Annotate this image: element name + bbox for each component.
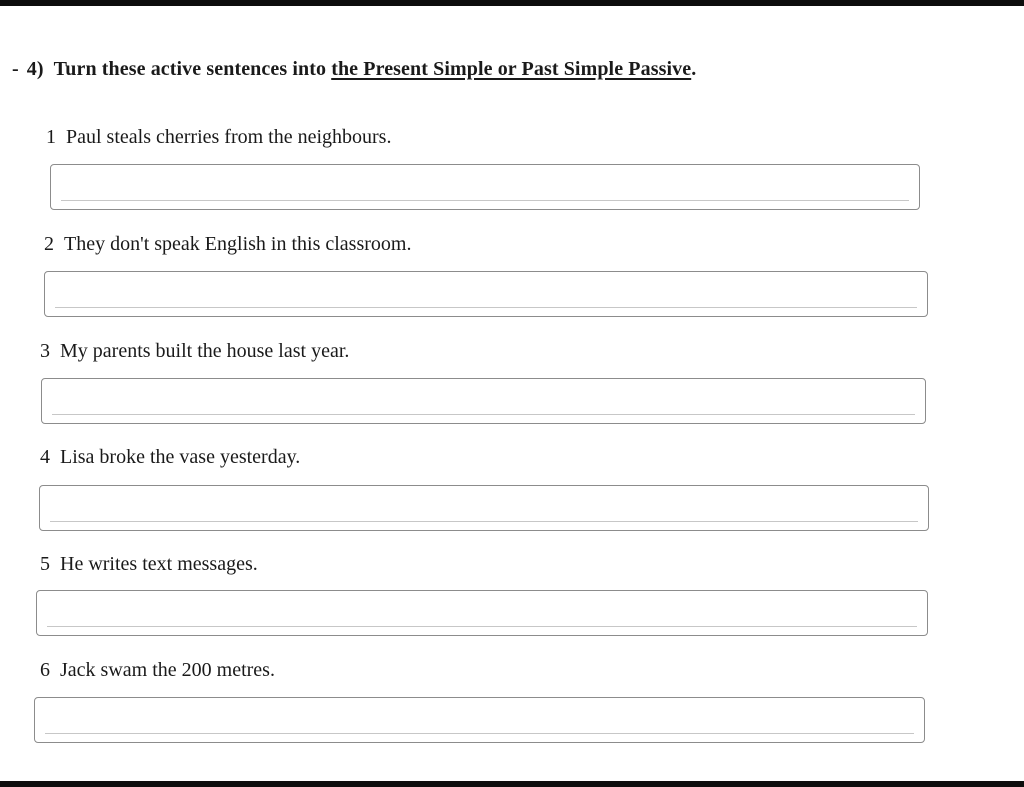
answer-field[interactable] xyxy=(50,164,920,210)
item-number: 5 xyxy=(40,553,50,575)
item-sentence: They don't speak English in this classroom. xyxy=(64,233,412,255)
item-prompt xyxy=(40,553,258,576)
item-prompt xyxy=(44,233,411,256)
item-number: 4 xyxy=(40,446,50,468)
item-prompt xyxy=(40,659,275,682)
answer-line xyxy=(50,521,918,522)
exercise-heading xyxy=(12,58,696,81)
item-prompt xyxy=(40,340,349,363)
top-border xyxy=(0,0,1024,6)
bottom-border xyxy=(0,781,1024,787)
item-sentence: Paul steals cherries from the neighbours. xyxy=(66,126,392,148)
item-number: 3 xyxy=(40,340,50,362)
item-number: 1 xyxy=(46,126,56,148)
exercise-focus: the Present Simple or Past Simple Passive xyxy=(331,58,692,80)
answer-line xyxy=(45,733,914,734)
answer-line xyxy=(47,626,917,627)
answer-field[interactable] xyxy=(34,697,925,743)
item-sentence: He writes text messages. xyxy=(60,553,258,575)
answer-field[interactable] xyxy=(44,271,928,317)
answer-line xyxy=(61,200,909,201)
heading-period: . xyxy=(691,58,697,80)
answer-field[interactable] xyxy=(36,590,928,636)
answer-line xyxy=(55,307,917,308)
heading-dash: - xyxy=(12,58,19,80)
answer-field[interactable] xyxy=(41,378,926,424)
exercise-instruction: Turn these active sentences into xyxy=(53,58,327,80)
answer-line xyxy=(52,414,915,415)
exercise-number: 4) xyxy=(26,58,44,80)
item-prompt xyxy=(40,446,300,469)
item-sentence: My parents built the house last year. xyxy=(60,340,350,362)
item-sentence: Lisa broke the vase yesterday. xyxy=(60,446,301,468)
item-number: 6 xyxy=(40,659,50,681)
item-prompt xyxy=(46,126,391,149)
item-number: 2 xyxy=(44,233,54,255)
item-sentence: Jack swam the 200 metres. xyxy=(60,659,275,681)
answer-field[interactable] xyxy=(39,485,929,531)
